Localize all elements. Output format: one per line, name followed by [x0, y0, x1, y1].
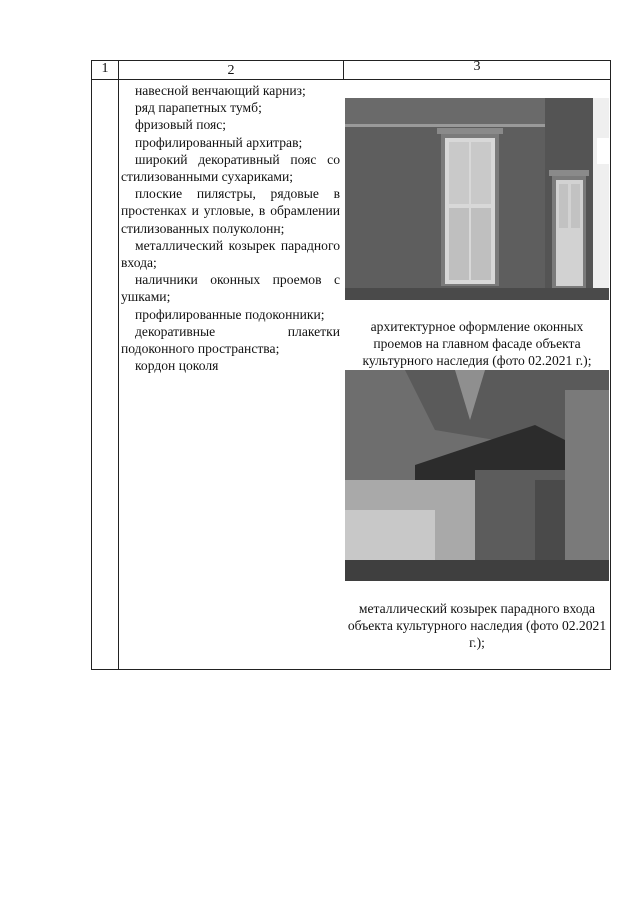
entrance-canopy-photo — [345, 370, 609, 581]
list-item: металлический козырек парадного входа; — [121, 237, 340, 271]
list-item: широкий декоративный пояс со стилизованными сухариками; — [121, 151, 340, 185]
list-item: плоские пилястры, рядовые в простенках и угловые, в обрамлении стилизованных полуколонн; — [121, 186, 340, 236]
table-left-border — [91, 60, 92, 670]
table-bottom-border — [91, 669, 611, 670]
header-col2: 2 — [227, 63, 235, 78]
elements-list — [121, 82, 340, 374]
photo2-caption: металлический козырек парадного входа объекта культурного наследия (фото 02.2021 г.); — [347, 601, 607, 650]
col1-col2-divider — [118, 60, 119, 670]
window-facade-photo — [345, 98, 609, 300]
header-bottom-border — [91, 79, 611, 80]
list-item: навесной венчающий карниз; — [135, 83, 306, 98]
header-col3: 3 — [473, 59, 481, 74]
list-item: декоративные плакетки подоконного пространства; — [121, 323, 340, 357]
header-col1: 1 — [101, 61, 109, 76]
list-item: фризовый пояс; — [135, 117, 227, 133]
list-item: профилированный архитрав; — [135, 134, 303, 150]
list-item: ряд парапетных тумб; — [135, 100, 262, 116]
photo1-caption: архитектурное оформление оконных проемов на главном фасаде объекта культурного наследия (фото 02.2021 г.); — [362, 319, 592, 368]
list-item: профилированные подоконники; — [135, 306, 325, 322]
table-right-border — [610, 60, 611, 670]
list-item: наличники оконных проемов с ушками; — [121, 272, 340, 305]
list-item: кордон цоколя — [135, 358, 219, 374]
